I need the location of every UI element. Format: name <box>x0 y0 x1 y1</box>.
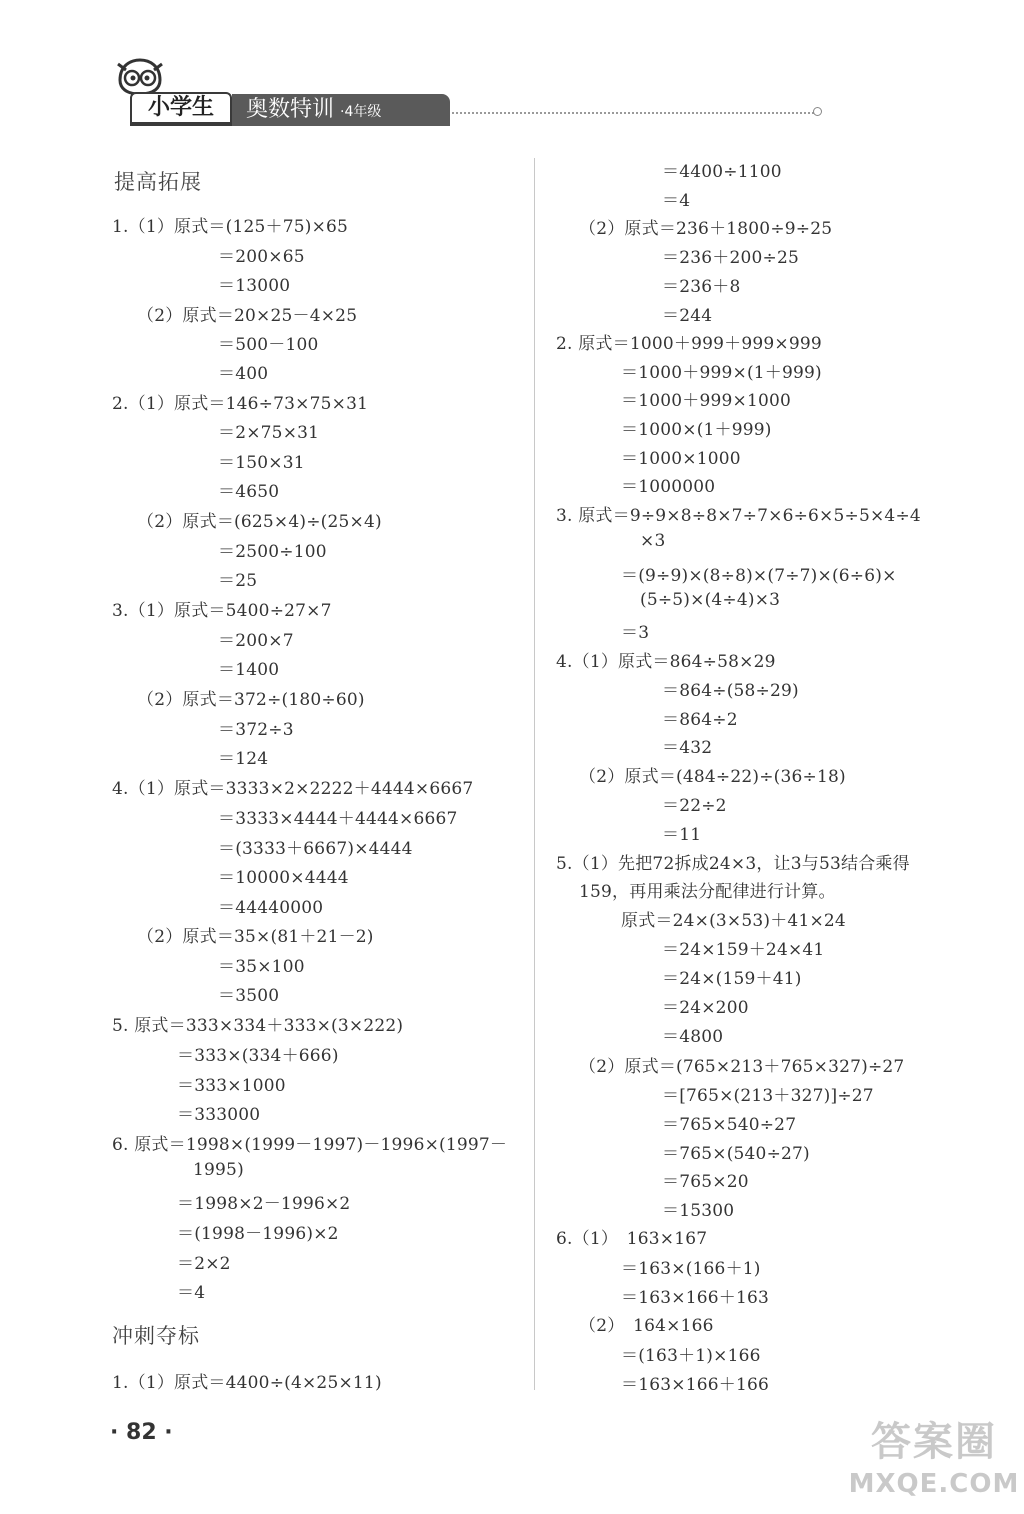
left-solution-line: ＝(3333＋6667)×4444 <box>218 839 413 859</box>
left-solution-line: ＝2500÷100 <box>218 542 327 562</box>
watermark-url: MXQE.COM <box>848 1469 1020 1499</box>
left-solution-line: ＝3333×4444＋4444×6667 <box>218 809 458 829</box>
right-solution-line: 5.（1）先把72拆成24×3，让3与53结合乘得 <box>556 854 910 874</box>
left-solution-line: ＝333000 <box>177 1105 261 1125</box>
right-solution-line: （2） 164×166 <box>579 1316 714 1336</box>
right-solution-line: (5÷5)×(4÷4)×3 <box>640 590 781 610</box>
right-solution-line: ×3 <box>640 531 666 551</box>
left-solution-line: 5. 原式＝333×334＋333×(3×222) <box>112 1016 404 1036</box>
right-solution-line: ＝24×200 <box>662 998 749 1018</box>
right-solution-line: ＝765×(540÷27) <box>662 1144 810 1164</box>
section-heading: 冲刺夺标 <box>112 1324 200 1348</box>
left-solution-line: ＝150×31 <box>218 453 305 473</box>
right-solution-line: ＝[765×(213＋327)]÷27 <box>662 1086 874 1106</box>
right-solution-line: 2. 原式＝1000＋999＋999×999 <box>556 334 822 354</box>
right-solution-line: ＝11 <box>662 825 702 845</box>
right-solution-line: ＝22÷2 <box>662 796 727 816</box>
section-heading: 提高拓展 <box>114 170 202 194</box>
right-solution-line: ＝864÷(58÷29) <box>662 681 799 701</box>
left-solution-line: 2.（1）原式＝146÷73×75×31 <box>112 394 369 414</box>
right-solution-line: ＝(163＋1)×166 <box>621 1346 761 1366</box>
left-solution-line: 1995) <box>193 1160 244 1180</box>
header-dotted-rule <box>452 112 814 114</box>
left-solution-line: ＝400 <box>218 364 269 384</box>
right-solution-line: ＝1000＋999×(1＋999) <box>621 363 822 383</box>
left-solution-line: ＝10000×4444 <box>218 868 349 888</box>
page-number: · 82 · <box>110 1420 173 1445</box>
watermark <box>846 1418 1022 1512</box>
right-solution-line: ＝765×540÷27 <box>662 1115 797 1135</box>
left-solution-line: ＝4 <box>177 1283 206 1303</box>
right-solution-line: ＝4800 <box>662 1027 724 1047</box>
right-solution-line: （2）原式＝(484÷22)÷(36÷18) <box>579 767 846 787</box>
left-solution-line: （2）原式＝35×(81＋21－2) <box>137 927 374 947</box>
left-solution-line: ＝44440000 <box>218 898 324 918</box>
right-solution-line: ＝432 <box>662 738 713 758</box>
series-name: 奥数特训 <box>246 97 335 122</box>
left-solution-line: ＝372÷3 <box>218 720 294 740</box>
right-solution-line: ＝(9÷9)×(8÷8)×(7÷7)×(6÷6)× <box>621 566 897 586</box>
right-solution-line: ＝1000000 <box>621 477 716 497</box>
right-solution-line: （2）原式＝236＋1800÷9÷25 <box>579 219 833 239</box>
column-divider <box>534 158 535 1390</box>
left-solution-line: 6. 原式＝1998×(1999－1997)－1996×(1997－ <box>112 1135 508 1155</box>
left-solution-line: ＝1400 <box>218 660 280 680</box>
right-solution-line: ＝4 <box>662 191 691 211</box>
left-solution-line: ＝(1998－1996)×2 <box>177 1224 339 1244</box>
right-solution-line: 4.（1）原式＝864÷58×29 <box>556 652 776 672</box>
right-solution-line: 原式＝24×(3×53)＋41×24 <box>621 911 846 931</box>
right-solution-line: ＝1000×(1＋999) <box>621 420 772 440</box>
right-solution-line: ＝15300 <box>662 1201 735 1221</box>
left-solution-line: ＝333×(334＋666) <box>177 1046 339 1066</box>
right-solution-line: ＝163×166＋166 <box>621 1375 769 1395</box>
left-solution-line: ＝200×65 <box>218 247 305 267</box>
right-solution-line: （2）原式＝(765×213＋765×327)÷27 <box>579 1057 905 1077</box>
left-solution-line: ＝3500 <box>218 986 280 1006</box>
right-solution-line: ＝244 <box>662 306 713 326</box>
right-solution-line: 3. 原式＝9÷9×8÷8×7÷7×6÷6×5÷5×4÷4 <box>556 506 921 526</box>
right-solution-line: ＝236＋200÷25 <box>662 248 799 268</box>
right-solution-line: ＝1000×1000 <box>621 449 741 469</box>
left-solution-line: ＝333×1000 <box>177 1076 286 1096</box>
brand-label: 小学生 <box>130 92 232 126</box>
page-header <box>0 0 1024 140</box>
left-solution-line: ＝2×2 <box>177 1254 231 1274</box>
left-solution-line: ＝124 <box>218 749 269 769</box>
right-solution-line: 6.（1） 163×167 <box>556 1229 708 1249</box>
right-solution-line: ＝163×(166＋1) <box>621 1259 761 1279</box>
left-solution-line: ＝2×75×31 <box>218 423 320 443</box>
left-solution-line: ＝200×7 <box>218 631 294 651</box>
left-solution-line: ＝13000 <box>218 276 291 296</box>
watermark-logo-text: 答案圈 <box>871 1419 997 1465</box>
left-solution-line: （2）原式＝372÷(180÷60) <box>137 690 365 710</box>
right-solution-line: ＝864÷2 <box>662 710 738 730</box>
left-solution-line: ＝1998×2－1996×2 <box>177 1194 351 1214</box>
series-title <box>232 94 450 126</box>
left-solution-line: ＝35×100 <box>218 957 305 977</box>
right-solution-line: ＝3 <box>621 623 650 643</box>
right-solution-line: ＝765×20 <box>662 1172 749 1192</box>
left-solution-line: ＝500－100 <box>218 335 319 355</box>
left-solution-line: 4.（1）原式＝3333×2×2222＋4444×6667 <box>112 779 474 799</box>
right-solution-line: ＝1000＋999×1000 <box>621 391 792 411</box>
left-solution-line: 3.（1）原式＝5400÷27×7 <box>112 601 332 621</box>
right-solution-line: ＝4400÷1100 <box>662 162 782 182</box>
right-solution-line: ＝236＋8 <box>662 277 741 297</box>
right-solution-line: ＝24×159＋24×41 <box>662 940 825 960</box>
right-solution-line: ＝163×166＋163 <box>621 1288 769 1308</box>
left-solution-line: ＝25 <box>218 571 258 591</box>
right-solution-line: 159，再用乘法分配律进行计算。 <box>579 882 836 902</box>
left-solution-line: （2）原式＝(625×4)÷(25×4) <box>137 512 382 532</box>
right-solution-line: ＝24×(159＋41) <box>662 969 802 989</box>
left-solution-line: 1.（1）原式＝(125＋75)×65 <box>112 217 349 237</box>
left-solution-line: ＝4650 <box>218 482 280 502</box>
left-solution-line: （2）原式＝20×25－4×25 <box>137 306 358 326</box>
header-rule-end <box>813 107 822 116</box>
left-solution-line: 1.（1）原式＝4400÷(4×25×11) <box>112 1373 382 1393</box>
grade-label: ·4年级 <box>340 104 382 120</box>
